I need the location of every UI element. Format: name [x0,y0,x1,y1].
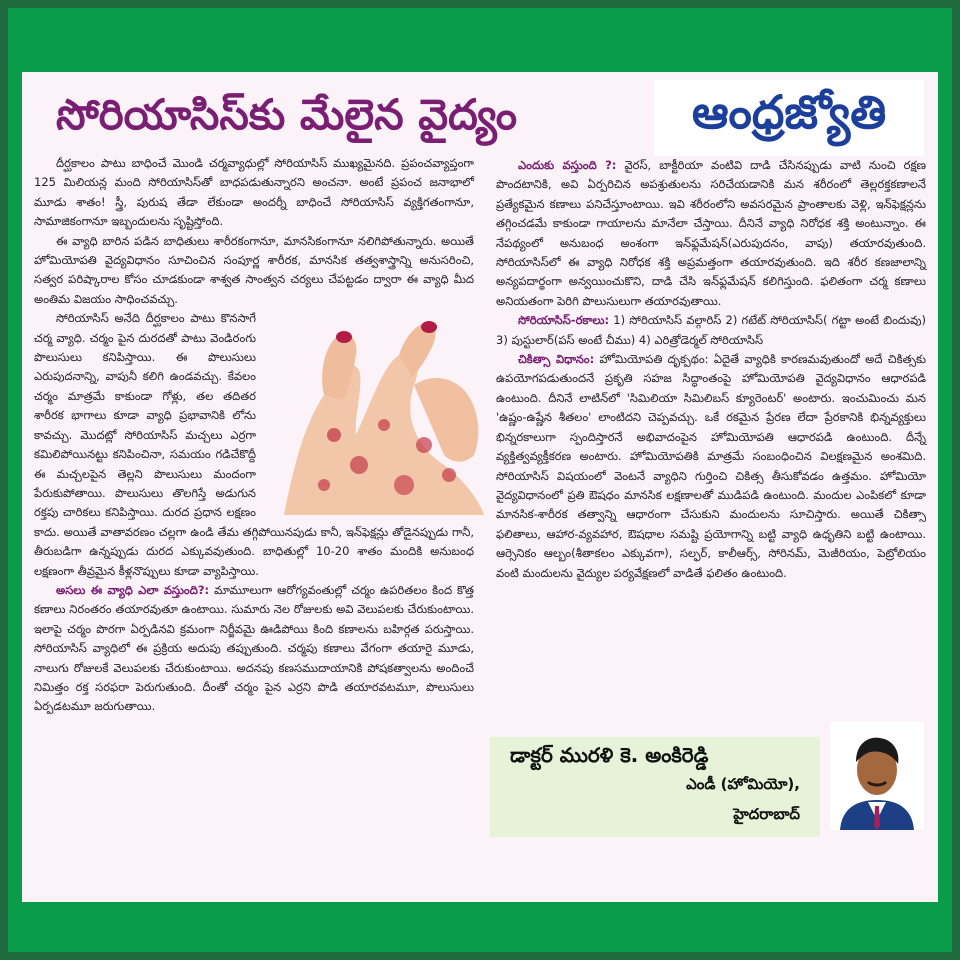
paragraph [496,311,926,350]
paragraph-text: 1) సోరియాసిస్ వల్గారిస్ 2) గటేట్ సోరియాసిస్( గట్టా అంటే బిందువు) 3) పుస్టులార్(పస్ అంటే చీము) 4) ఎరిత్రోడెర్మల్ సోరియాసిస్ [496,313,926,347]
headline: సోరియాసిస్‌కు మేలైన వైద్యం [56,90,518,139]
paragraph-text: సోరియాసిస్ అనేది దీర్ఘకాలం పాటు కొనసాగే చర్మ వ్యాధి. చర్మం పైన దురదతో పాటు వెండిరంగు పొలుసులు కనిపిస్తాయి. ఈ పొలుసులు ఎరుపుదనాన్ని, వాపునీ కలిగి ఉండవచ్చు. కేవలం చర్మం మాత్రమే కాకుండా గోళ్లు, తల తదితర శారీరక భాగాలు కూడా వ్యాధి ప్రభావానికి లోను కావచ్చు. మొదట్లో సోరియాసిస్ మచ్చలు ఎర్రగా కమిలిపోయినట్టు కనిపించినా, సమయం గడిచేకొద్దీ ఈ మచ్చలపైన తెల్లని పొలుసులు మందంగా పేరుకుపోతాయి. పొలుసులు తొలగిస్తే అడుగున రక్తపు చారికలు కనిపిస్తాయి. దురద ప్రధాన లక్షణం కాదు. అయితే వాతావరణం చల్లగా ఉండి తేమ తగ్గిపోయినపుడు కానీ, ఇన్‌ఫెక్షన్లు తోడైనప్పుడు గానీ, తీరుబడిగా ఉన్నప్పుడు దురద ఎక్కువవుతుంది. బాధితుల్లో 10-20 శాతం మందికి అనుబంధ లక్షణంగా తీవ్రమైన కీళ్లనొప్పులు కూడా వ్యాపిస్తాయి. [34,311,474,578]
paragraph [496,350,926,583]
subheading: ఎందుకు వస్తుంది ?: [518,158,617,172]
doctor-name: డాక్టర్ మురళి కె. అంకిరెడ్డి [510,743,709,767]
hands-icon [264,315,492,517]
newspaper-clipping [22,72,938,902]
subheading: అసలు ఈ వ్యాధి ఎలా వస్తుంది?: [56,582,210,597]
doctor-avatar [830,722,924,830]
doctor-city: హైదరాబాద్ [733,805,800,823]
logo-box [654,80,924,156]
paragraph [34,581,474,717]
subheading: సోరియాసిస్-రకాలు: [518,313,610,328]
paragraph: ఈ వ్యాధి బారిన పడిన బాధితులు శారీరకంగానూ, మానసికంగానూ నలిగిపోతున్నారు. అయితే హోమియోపతి వైద్యవిధానం సూచించిన సంపూర్ణ శారీరక, మానసిక తత్వశాస్త్రాన్ని అనుసరించి, సత్వర పరిష్కారాల కోసం చూడకుండా శాశ్వత సాంత్వన చర్యలు చేపట్టడం ద్వారా ఈ వ్యాధి మీద అంతిమ విజయం సాధించవచ్చు. [34,233,474,306]
paragraph [496,156,926,311]
paragraph: దీర్ఘకాలం పాటు బాధించే మొండి చర్మవ్యాధుల్లో సోరియాసిస్ ముఖ్యమైనది. ప్రపంచవ్యాప్తంగా 125 మిలియన్ల మంది సోరియాసిస్‌తో బాధపడుతున్నారని అంచనా. అంటే ప్రపంచ జనాభాలో మూడు శాతం! స్త్రీ, పురుష తేడా లేకుండా అందర్నీ బాధించే సోరియాసిస్ వ్యక్తిగతంగానూ, సామాజికంగానూ ఇబ్బందులను సృష్టిస్తోంది. [34,156,474,229]
subheading: చికిత్సా విధానం: [518,352,595,367]
paragraph-text: హోమియోపతి దృక్పథం: ఏదైతే వ్యాధికి కారణమవుతుందో అదే చికిత్సకు ఉపయోగపడుతుందనే ప్రకృతి సహజ సిద్ధాంతంపై హోమియోపతి వైద్యవిధానం ఆధారపడి ఉంటుంది. దీనినే లాటిన్‌లో 'సిమిలియా సిమిలిబస్ క్యూరెంటర్' అంటారు. ఇంచుమించు మన 'ఉష్ణం-ఉష్ణేన శీతలం' లాంటిదని చెప్పవచ్చు. ఒకే రకమైన ప్రేరణ లేదా ప్రేరకానికి భిన్నవ్యక్తులు భిన్నరకాలుగా స్పందిస్తారనే అభివాదంపైన హోమియోపతి ఆధారపడి ఉంటుంది. దీన్నే వ్యక్తిత్వవ్యక్తీకరణ అంటారు. హోమియోపతికి మాత్రమే సంబంధించిన విలక్షణమైన అంశమిది. సోరియాసిస్ విషయంలో వెంటనే వ్యాధిని గుర్తించి చికిత్స తీసుకోవడం ఉత్తమం. హోమియో వైద్యవిధానంలో ప్రతి ఔషధం మానసిక లక్షణాలతో ముడిపడి ఉంటుంది. మందుల ఎంపికలో కూడా మానసిక-శారీరక తత్వాన్ని ఆధారంగా చేసుకుని మందులను సూచిస్తారు. అయితే చికిత్సా ఫలితాలు, ఆహార-వ్యవహార, ఔషధాల సమష్టి ప్రయోగాన్ని బట్టి వ్యాధి ఉధృతిని బట్టి ఉంటాయి. ఆర్సెనికం ఆల్బం(శీతాకలం ఎక్కువగా), సల్ఫర్, కాలీఆర్స్, సోరినమ్, మెజీరియం, పెట్రోలియం వంటి మందులను వైద్యుల పర్యవేక్షణలో వాడితే ఫలితం ఉంటుంది. [496,352,926,580]
paragraph [34,309,474,581]
doctor-avatar-icon [830,722,924,830]
hands-photo [264,315,492,517]
left-column [34,154,474,717]
doctor-degree: ఎండీ (హోమియో), [686,775,800,793]
paragraph-text: వైరస్, బాక్టీరియా వంటివి దాడి చేసినప్పుడు వాటి నుంచి రక్షణ పొందటానికి, అవి ఏర్పరిచిన అపశ్రుతులను సరిచేయడానికి మన శరీరంలో తెల్లరక్తకణాలనే ప్రత్యేకమైన కణాలు పనిచేస్తూంటాయి. ఇవి శరీరంలోని అవసరమైన ప్రాంతాలకు వెళ్లి, ఇన్‌ఫెక్షన్లను తగ్గించడమే కాకుండా గాయాలను మానేలా చేస్తాయి. దీనినే వ్యాధి నిరోధక శక్తి అంటున్నాం. ఈ నేపథ్యంలో అనుబంధ అంశంగా ఇన్‌ఫ్లమేషన్(ఎరుపుదనం, వాపు) తయారవుతుంది. సోరియాసిస్‌లో ఈ వ్యాధి నిరోధక శక్తి అప్రమత్తంగా తయారవుతుంది. ఇది శరీర కణజాలాన్ని అన్యపదార్థంగా అన్వయించుకొని, దాడి చేసి ఇన్‌ఫ్లమేషన్ కలిగిస్తుంది. ఫలితంగా చర్మ కణాలు అనియతంగా పెరిగి పొలుసులుగా తయారవుతాయి. [496,158,926,308]
paragraph-text: మామూలుగా ఆరోగ్యవంతుల్లో చర్మం ఉపరితలం కింద కొత్త కణాలు నిరంతరం తయారవుతూ ఉంటాయి. సుమారు నెల రోజులకు అవి వెలుపలకు చేరుకుంటాయి. ఇలాపై చర్మం పొరగా ఏర్పడినవి క్రమంగా నిర్జీవమై ఊడిపోయి కింది కణాలను బహిర్గత పరుస్తాయి. సోరియాసిస్ వ్యాధిలో ఈ ప్రక్రియ అదుపు తప్పుతుంది. చర్మపు కణాలు వేగంగా తయారై మూడు, నాలుగు రోజులకే వెలుపలకు చేరుకుంటాయి. అదనపు కణసముదాయానికి పోషకత్వాలను అందించే నిమిత్తం రక్త సరఫరా పెరుగుతుంది. దీంతో చర్మం పైన ఎర్రని పొడి తయారవటమూ, పొలుసులు ఏర్పడటమూ జరుగుతాయి. [34,582,474,714]
andhrajyothi-logo: ఆంధ్రజ్యోతి [691,85,887,139]
doctor-byline [490,737,820,837]
right-column [496,156,926,583]
